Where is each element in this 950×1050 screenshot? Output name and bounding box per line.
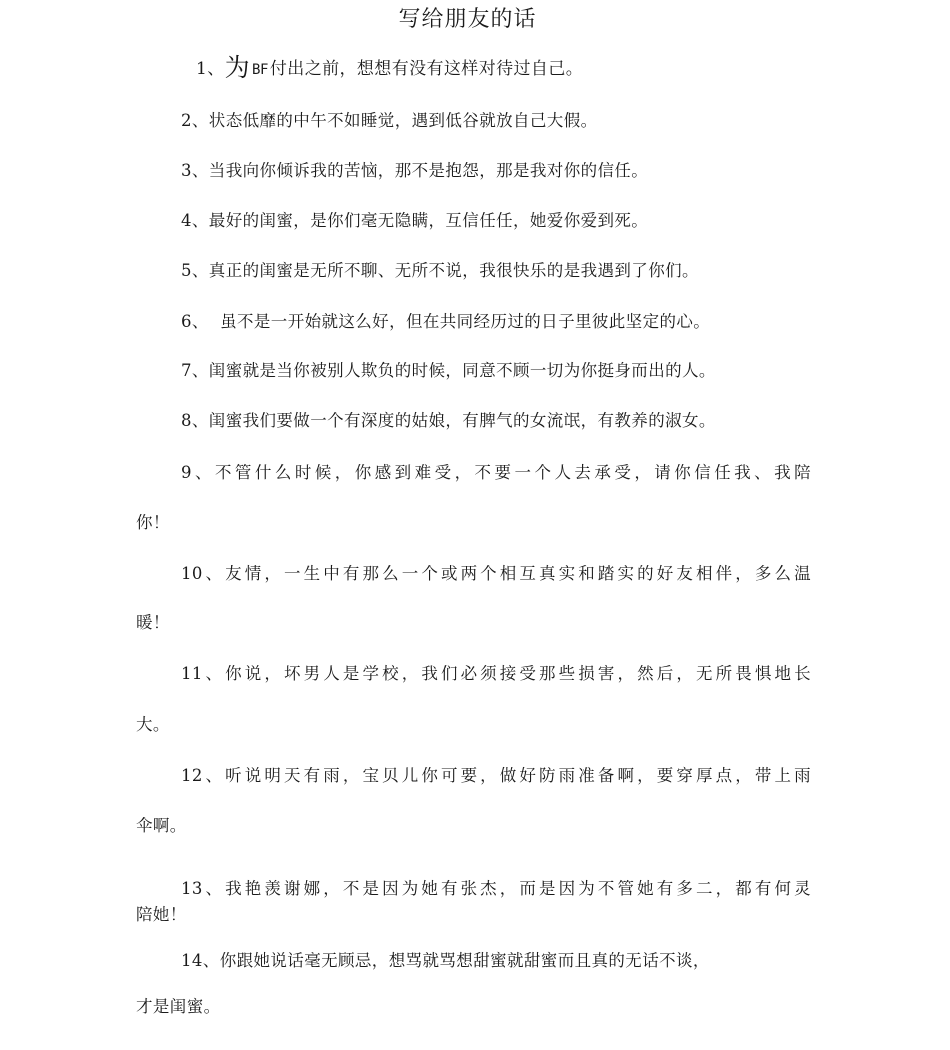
list-item-11-line-1: 11、你说，坏男人是学校，我们必须接受那些损害，然后，无所畏惧地长 — [181, 664, 811, 683]
list-item-13-line-2: 陪她！ — [136, 905, 187, 924]
list-item-9-line-1: 9、不管什么时候，你感到难受，不要一个人去承受，请你信任我、我陪 — [181, 463, 811, 482]
list-item-12-line-1: 12、听说明天有雨，宝贝儿你可要，做好防雨准备啊，要穿厚点，带上雨 — [181, 766, 811, 785]
list-item-3: 3、当我向你倾诉我的苦恼，那不是抱怨，那是我对你的信任。 — [181, 161, 649, 180]
item-1-text: 付出之前，想想有没有这样对待过自己。 — [269, 59, 584, 79]
list-item-5: 5、真正的闺蜜是无所不聊、无所不说，我很快乐的是我遇到了你们。 — [181, 261, 699, 280]
list-item-10-line-2: 暖！ — [136, 613, 170, 632]
list-item-9-line-2: 你！ — [136, 513, 170, 532]
list-item-14-line-2: 才是闺蜜。 — [136, 997, 221, 1016]
list-item-1 — [196, 53, 584, 82]
list-item-11-line-2: 大。 — [136, 715, 170, 734]
list-item-12-line-2: 伞啊。 — [136, 816, 187, 835]
list-item-13-line-1: 13、我艳羡谢娜，不是因为她有张杰，而是因为不管她有多二，都有何灵 — [181, 879, 811, 898]
item-1-number: 1、 — [196, 59, 225, 79]
list-item-2: 2、状态低靡的中午不如睡觉，遇到低谷就放自己大假。 — [181, 111, 598, 130]
page-title: 写给朋友的话 — [398, 7, 537, 32]
list-item-10-line-1: 10、友情，一生中有那么一个或两个相互真实和踏实的好友相伴，多么温 — [181, 564, 811, 583]
item-1-code: BF — [252, 62, 268, 78]
list-item-14-line-1: 14、你跟她说话毫无顾忌，想骂就骂想甜蜜就甜蜜而且真的无话不谈， — [181, 951, 710, 970]
item-1-first-char: 为 — [224, 53, 251, 82]
list-item-7: 7、闺蜜就是当你被别人欺负的时候，同意不顾一切为你挺身而出的人。 — [181, 361, 716, 380]
list-item-4: 4、最好的闺蜜，是你们毫无隐瞒，互信任任，她爱你爱到死。 — [181, 211, 649, 230]
list-item-8: 8、闺蜜我们要做一个有深度的姑娘，有脾气的女流氓，有教养的淑女。 — [181, 411, 716, 430]
list-item-6: 6、 虽不是一开始就这么好，但在共同经历过的日子里彼此坚定的心。 — [181, 312, 711, 331]
